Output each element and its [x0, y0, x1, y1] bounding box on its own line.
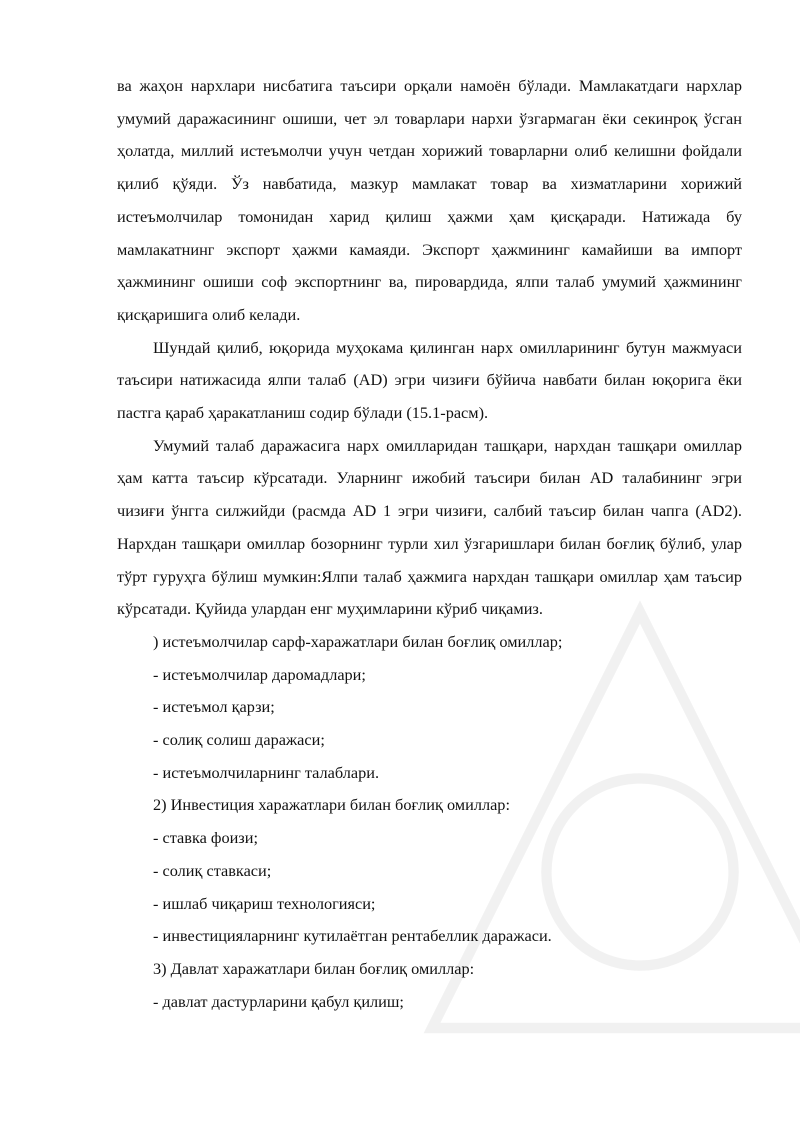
list-item: - истеъмолчилар даромадлари;	[153, 664, 366, 684]
list-item: - солиқ солиш даражаси;	[153, 730, 325, 750]
list-item: ) истеъмолчилар сарф-харажатлари билан боғлиқ омиллар;	[153, 631, 563, 651]
paragraph-2: Шундай қилиб, юқорида муҳокама қилинган нарх омилларининг бутун мажмуаси таъсири натижасида ялпи талаб (AD) эгри чизиғи бўйича навбати билан юқорига ёки пастга қараб ҳаракатланиш содир бўлади (15.1-расм).	[117, 337, 742, 423]
paragraph-1: ва жаҳон нархлари нисбатига таъсири орқали намоён бўлади. Мамлакатдаги нархлар умумий даражасининг ошиши, чет эл товарлари нархи ўзгармаган ёки секинроқ ўсган ҳолатда, миллий истеъмолчи учун четдан хорижий товарларни олиб келишни фойдали қилиб қўяди. Ўз навбатида, мазкур мамлакат товар ва хизматларини хорижий истеъмолчилар томонидан харид қилиш ҳажми ҳам қисқаради. Натижада бу мамлакатнинг экспорт ҳажми камаяди. Экспорт ҳажмининг камайиши ва импорт ҳажмининг ошиши соф экспортнинг ва, пировардида, ялпи талаб умумий ҳажмининг қисқаришига олиб келади.	[117, 76, 742, 324]
list-item: - давлат дастурларини қабул қилиш;	[153, 991, 404, 1011]
list-item: - истеъмол қарзи;	[153, 697, 275, 717]
list-item: 3) Давлат харажатлари билан боғлиқ омиллар:	[153, 958, 475, 978]
list-item: - ставка фоизи;	[153, 828, 258, 848]
list-item: - солиқ ставкаси;	[153, 860, 272, 880]
paragraph-3: Умумий талаб даражасига нарх омилларидан ташқари, нархдан ташқари омиллар ҳам катта таъсир кўрсатади. Уларнинг ижобий таъсири билан AD талабининг эгри чизиғи ўнгга силжийди (расмда AD 1 эгри чизиғи, салбий таъсир билан чапга (AD2). Нархдан ташқари омиллар бозорнинг турли хил ўзгаришлари билан боғлиқ бўлиб, улар тўрт гуруҳга бўлиш мумкин:Ялпи талаб ҳажмига нархдан ташқари омиллар ҳам таъсир кўрсатади. Қуйида улардан енг муҳимларини кўриб чиқамиз.	[117, 435, 742, 619]
factor-list	[117, 626, 742, 1018]
document-body	[117, 70, 742, 1018]
list-item: 2) Инвестиция харажатлари билан боғлиқ омиллар:	[153, 795, 510, 815]
list-item: - ишлаб чиқариш технологияси;	[153, 893, 376, 913]
list-item: - инвестицияларнинг кутилаётган рентабеллик даражаси.	[153, 926, 552, 946]
list-item: - истеъмолчиларнинг талаблари.	[153, 762, 380, 782]
